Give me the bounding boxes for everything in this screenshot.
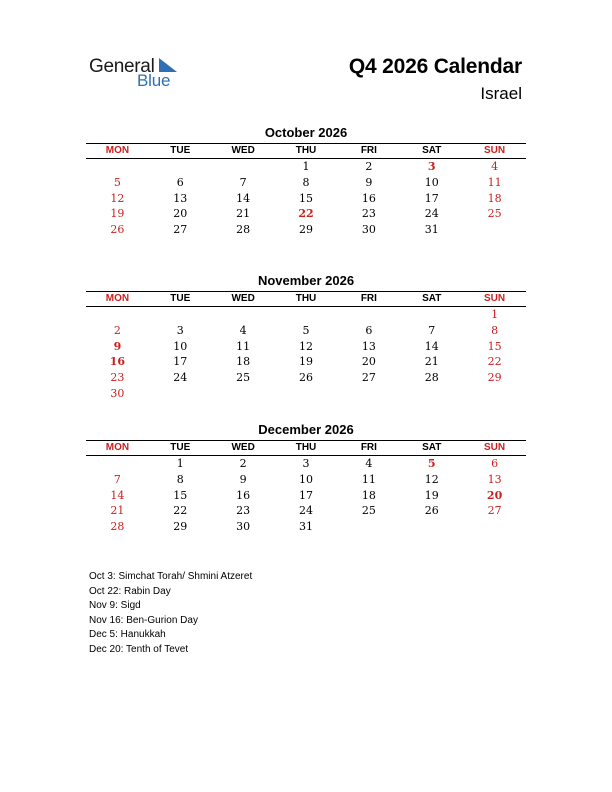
day-cell: 27 bbox=[361, 371, 376, 385]
empty-cell bbox=[275, 307, 338, 323]
empty-cell bbox=[86, 456, 149, 472]
day-cell: 25 bbox=[361, 504, 376, 518]
day-cell: 9 bbox=[239, 472, 247, 486]
day-cell: 2 bbox=[239, 457, 247, 470]
weekday-tue: TUE bbox=[170, 442, 191, 453]
week-row bbox=[86, 488, 526, 504]
weekday-wed: WED bbox=[231, 145, 255, 156]
day-cell: 29 bbox=[299, 223, 313, 237]
day-cell: 6 bbox=[365, 323, 373, 337]
day-cell: 20 bbox=[173, 207, 188, 221]
day-cell: 28 bbox=[424, 371, 439, 385]
weekday-mon: MON bbox=[105, 145, 130, 156]
weekday-header bbox=[86, 440, 526, 456]
empty-cell bbox=[463, 222, 526, 238]
day-cell: 7 bbox=[239, 175, 247, 189]
empty-cell bbox=[463, 519, 526, 535]
weekday-sat: SAT bbox=[422, 145, 442, 156]
empty-cell bbox=[86, 159, 149, 175]
day-cell: 9 bbox=[113, 339, 122, 353]
day-cell: 19 bbox=[299, 355, 313, 369]
empty-cell bbox=[212, 386, 275, 402]
day-cell: 11 bbox=[236, 339, 251, 353]
weekday-header bbox=[86, 291, 526, 307]
empty-cell bbox=[463, 386, 526, 402]
month-title: November 2026 bbox=[257, 273, 355, 288]
day-cell: 22 bbox=[487, 355, 502, 369]
weekday-sat: SAT bbox=[422, 293, 442, 304]
day-cell: 10 bbox=[173, 339, 188, 353]
empty-cell bbox=[400, 386, 463, 402]
holiday-item: Dec 5: Hanukkah bbox=[89, 629, 166, 641]
day-cell: 12 bbox=[110, 191, 125, 205]
weekday-fri: FRI bbox=[360, 293, 377, 304]
logo-triangle-icon bbox=[159, 58, 177, 72]
weekday-thu: THU bbox=[295, 442, 317, 453]
empty-cell bbox=[212, 307, 275, 323]
week-row bbox=[86, 222, 526, 238]
empty-cell bbox=[86, 307, 149, 323]
day-cell: 17 bbox=[299, 488, 313, 502]
empty-cell bbox=[400, 519, 463, 535]
day-cell: 15 bbox=[299, 191, 313, 205]
week-row bbox=[86, 159, 526, 175]
month-november bbox=[86, 272, 526, 402]
empty-cell bbox=[337, 519, 400, 535]
day-cell: 25 bbox=[236, 371, 251, 385]
week-row bbox=[86, 370, 526, 386]
day-cell: 29 bbox=[487, 371, 502, 385]
week-row bbox=[86, 175, 526, 191]
day-cell: 30 bbox=[236, 520, 251, 534]
day-cell: 24 bbox=[173, 371, 188, 385]
weekday-tue: TUE bbox=[170, 293, 191, 304]
week-row bbox=[86, 503, 526, 519]
logo-blue-text: Blue bbox=[137, 71, 171, 90]
day-cell: 5 bbox=[302, 323, 310, 337]
day-cell: 19 bbox=[424, 488, 439, 502]
empty-cell bbox=[149, 159, 212, 175]
holiday-item: Nov 9: Sigd bbox=[89, 600, 141, 612]
weekday-sun: SUN bbox=[484, 293, 506, 304]
empty-cell bbox=[275, 386, 338, 402]
day-cell: 26 bbox=[299, 371, 313, 385]
day-cell: 3 bbox=[427, 160, 436, 173]
weekday-thu: THU bbox=[295, 293, 317, 304]
day-cell: 2 bbox=[365, 160, 373, 173]
day-cell: 1 bbox=[302, 160, 310, 173]
day-cell: 21 bbox=[110, 504, 125, 518]
empty-cell bbox=[337, 386, 400, 402]
day-cell: 5 bbox=[427, 457, 436, 470]
empty-cell bbox=[212, 159, 275, 175]
logo-general-text: General bbox=[89, 56, 155, 77]
day-cell: 23 bbox=[110, 371, 125, 385]
day-cell: 17 bbox=[424, 191, 439, 205]
day-cell: 21 bbox=[424, 355, 439, 369]
week-row bbox=[86, 206, 526, 222]
day-cell: 13 bbox=[487, 472, 502, 486]
holiday-item: Dec 20: Tenth of Tevet bbox=[89, 643, 189, 655]
logo bbox=[89, 56, 189, 92]
weekday-sat: SAT bbox=[422, 442, 442, 453]
weekday-fri: FRI bbox=[360, 442, 377, 453]
month-title: October 2026 bbox=[264, 125, 348, 140]
empty-cell bbox=[400, 307, 463, 323]
page-title: Q4 2026 Calendar bbox=[348, 55, 522, 78]
day-cell: 4 bbox=[365, 457, 373, 470]
weekday-mon: MON bbox=[105, 442, 130, 453]
day-cell: 10 bbox=[424, 175, 439, 189]
day-cell: 15 bbox=[173, 488, 188, 502]
day-cell: 12 bbox=[299, 339, 313, 353]
day-cell: 8 bbox=[176, 472, 184, 486]
day-cell: 7 bbox=[428, 323, 436, 337]
day-cell: 20 bbox=[486, 488, 503, 502]
day-cell: 4 bbox=[491, 160, 499, 173]
day-cell: 31 bbox=[424, 223, 439, 237]
empty-cell bbox=[149, 386, 212, 402]
day-cell: 12 bbox=[424, 472, 439, 486]
day-cell: 31 bbox=[299, 520, 313, 534]
day-cell: 16 bbox=[109, 355, 126, 369]
week-row bbox=[86, 519, 526, 535]
day-cell: 30 bbox=[361, 223, 376, 237]
holiday-item: Oct 22: Rabin Day bbox=[89, 585, 171, 597]
weekday-wed: WED bbox=[231, 442, 255, 453]
week-row bbox=[86, 307, 526, 323]
weekday-wed: WED bbox=[231, 293, 255, 304]
empty-cell bbox=[337, 307, 400, 323]
day-cell: 23 bbox=[361, 207, 376, 221]
day-cell: 14 bbox=[110, 488, 125, 502]
day-cell: 27 bbox=[487, 504, 502, 518]
weekday-mon: MON bbox=[105, 293, 130, 304]
day-cell: 18 bbox=[487, 191, 502, 205]
day-cell: 13 bbox=[173, 191, 188, 205]
month-december bbox=[86, 421, 526, 535]
country-name: Israel bbox=[480, 84, 522, 103]
weekday-thu: THU bbox=[295, 145, 317, 156]
day-cell: 6 bbox=[491, 457, 499, 470]
day-cell: 24 bbox=[299, 504, 313, 518]
day-cell: 20 bbox=[361, 355, 376, 369]
month-title: December 2026 bbox=[258, 422, 354, 437]
day-cell: 8 bbox=[491, 323, 499, 337]
day-cell: 9 bbox=[365, 175, 373, 189]
week-row bbox=[86, 191, 526, 207]
weekday-sun: SUN bbox=[484, 145, 506, 156]
day-cell: 4 bbox=[239, 323, 247, 337]
day-cell: 29 bbox=[173, 520, 188, 534]
empty-cell bbox=[149, 307, 212, 323]
day-cell: 3 bbox=[176, 323, 184, 337]
day-cell: 26 bbox=[424, 504, 439, 518]
week-row bbox=[86, 339, 526, 355]
day-cell: 22 bbox=[298, 207, 314, 221]
day-cell: 5 bbox=[113, 175, 121, 189]
day-cell: 23 bbox=[236, 504, 251, 518]
day-cell: 10 bbox=[299, 472, 313, 486]
day-cell: 13 bbox=[361, 339, 376, 353]
day-cell: 11 bbox=[361, 472, 376, 486]
holiday-item: Nov 16: Ben-Gurion Day bbox=[89, 614, 198, 626]
day-cell: 8 bbox=[302, 175, 310, 189]
weekday-tue: TUE bbox=[170, 145, 191, 156]
day-cell: 21 bbox=[236, 207, 251, 221]
week-row bbox=[86, 456, 526, 472]
holiday-list bbox=[89, 570, 252, 658]
day-cell: 1 bbox=[491, 308, 499, 321]
week-row bbox=[86, 386, 526, 402]
day-cell: 6 bbox=[176, 175, 184, 189]
weekday-header bbox=[86, 143, 526, 159]
weekday-fri: FRI bbox=[360, 145, 377, 156]
day-cell: 22 bbox=[173, 504, 188, 518]
month-october bbox=[86, 124, 526, 238]
day-cell: 18 bbox=[236, 355, 251, 369]
day-cell: 1 bbox=[176, 457, 184, 470]
day-cell: 2 bbox=[113, 323, 121, 337]
day-cell: 28 bbox=[236, 223, 251, 237]
day-cell: 15 bbox=[487, 339, 502, 353]
day-cell: 17 bbox=[173, 355, 188, 369]
day-cell: 14 bbox=[236, 191, 251, 205]
day-cell: 27 bbox=[173, 223, 188, 237]
day-cell: 25 bbox=[487, 207, 502, 221]
day-cell: 7 bbox=[113, 472, 121, 486]
weekday-sun: SUN bbox=[484, 442, 506, 453]
day-cell: 16 bbox=[361, 191, 376, 205]
day-cell: 14 bbox=[424, 339, 439, 353]
day-cell: 26 bbox=[110, 223, 125, 237]
day-cell: 3 bbox=[302, 457, 310, 470]
week-row bbox=[86, 323, 526, 339]
day-cell: 11 bbox=[487, 175, 502, 189]
day-cell: 30 bbox=[110, 386, 125, 400]
day-cell: 19 bbox=[110, 207, 125, 221]
day-cell: 24 bbox=[424, 207, 439, 221]
day-cell: 28 bbox=[110, 520, 125, 534]
day-cell: 18 bbox=[361, 488, 376, 502]
day-cell: 16 bbox=[236, 488, 251, 502]
week-row bbox=[86, 354, 526, 370]
week-row bbox=[86, 472, 526, 488]
holiday-item: Oct 3: Simchat Torah/ Shmini Atzeret bbox=[89, 571, 253, 582]
